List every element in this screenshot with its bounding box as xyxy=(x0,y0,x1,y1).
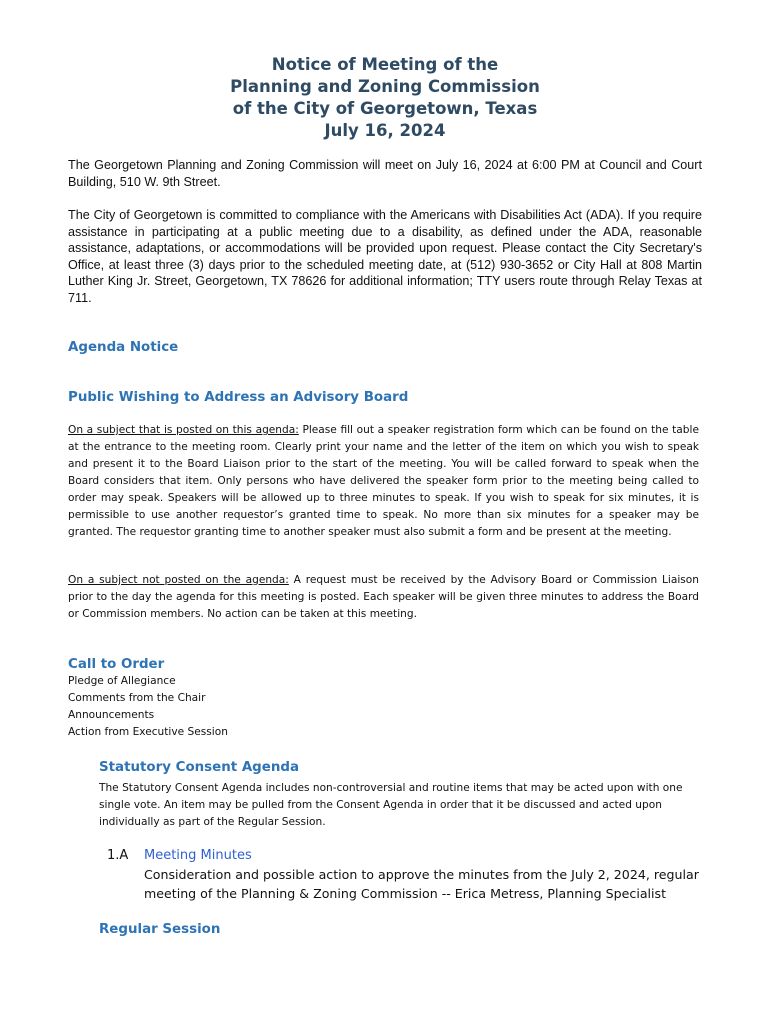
public-wishing-heading: Public Wishing to Address an Advisory Board xyxy=(68,390,409,405)
regular-session-heading: Regular Session xyxy=(99,922,221,937)
list-item: Announcements xyxy=(68,709,155,721)
consent-agenda-description: The Statutory Consent Agenda includes non-controversial and routine items that may be acted upon with one single vote. An item may be pulled from the Consent Agenda in order that it be discussed and acted upon individually as part of the Regular Session. xyxy=(99,782,683,828)
title-line-2: Planning and Zoning Commission xyxy=(230,77,540,96)
agenda-notice-heading: Agenda Notice xyxy=(68,340,179,355)
title-line-1: Notice of Meeting of the xyxy=(271,55,499,74)
meeting-location-paragraph: The Georgetown Planning and Zoning Commission will meet on July 16, 2024 at 6:00 PM at Council and Court Building, 510 W. 9th Street. xyxy=(68,158,702,189)
list-item: Action from Executive Session xyxy=(68,726,228,738)
title-line-4: July 16, 2024 xyxy=(324,121,446,140)
posted-subject-text: Please fill out a speaker registration form which can be found on the table at the entrance to the meeting room. Clearly print your name and the letter of the item on which you wish to speak and present it to the Board Liaison prior to the start of the meeting. You will be called forward to speak when the Board considers that item. Only persons who have delivered the speaker form prior to the meeting being called to order may speak. Speakers will be allowed up to three minutes to speak. If you wish to speak for six minutes, it is permissible to use another requestor’s granted time to speak. No more than six minutes for a speaker may be granted. The requestor granting time to another speaker must also submit a form and be present at the meeting. xyxy=(68,424,699,538)
consent-agenda-heading: Statutory Consent Agenda xyxy=(99,760,300,775)
not-posted-subject-label: On a subject not posted on the agenda: xyxy=(68,574,289,586)
title-line-3: of the City of Georgetown, Texas xyxy=(232,99,538,118)
agenda-item-number: 1.A xyxy=(107,848,129,863)
list-item: Pledge of Allegiance xyxy=(68,675,176,687)
posted-subject-label: On a subject that is posted on this agenda: xyxy=(68,424,299,436)
not-posted-subject-text: A request must be received by the Advisory Board or Commission Liaison prior to the day the agenda for this meeting is posted. Each speaker will be given three minutes to address the Board or Commission members. No action can be taken at this meeting. xyxy=(68,574,699,620)
meeting-minutes-item-description: Consideration and possible action to approve the minutes from the July 2, 2024, regular meeting of the Planning & Zoning Commission -- Erica Metress, Planning Specialist xyxy=(144,867,699,901)
list-item: Comments from the Chair xyxy=(68,692,206,704)
ada-compliance-paragraph: The City of Georgetown is committed to compliance with the Americans with Disabilities Act (ADA). If you require assistance in participating at a public meeting due to a disability, as defined under the ADA, reasonable assistance, adaptations, or accommodations will be provided upon request. Please contact the City Secretary's Office, at least three (3) days prior to the scheduled meeting date, at (512) 930-3652 or City Hall at 808 Martin Luther King Jr. Street, Georgetown, TX 78626 for additional information; TTY users route through Relay Texas at 711. xyxy=(68,208,702,305)
meeting-notice-title xyxy=(0,54,770,142)
posted-subject-paragraph xyxy=(68,422,699,541)
meeting-minutes-item-title: Meeting Minutes xyxy=(144,848,252,863)
not-posted-subject-paragraph xyxy=(68,572,699,623)
call-to-order-heading: Call to Order xyxy=(68,657,165,672)
